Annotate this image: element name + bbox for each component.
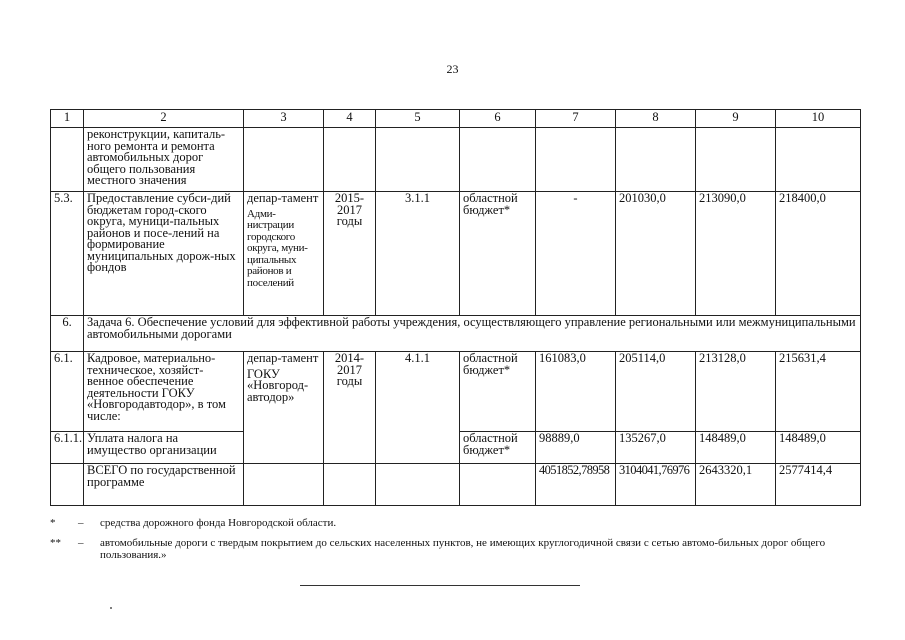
cell-value: 205114,0: [616, 352, 696, 432]
cell-total-value: 2577414,4: [776, 464, 861, 506]
footnote-text: автомобильные дороги с твердым покрытием до сельских населенных пунктов, не имеющих круглогодичной связи с сетью автомо-бильных дорог общего пользования.»: [100, 537, 826, 561]
program-table: [50, 109, 861, 506]
cell-value: 161083,0: [536, 352, 616, 432]
cell-period: 2014-2017 годы: [324, 352, 376, 464]
cell-value: 135267,0: [616, 432, 696, 464]
table-row-task-6: [51, 316, 861, 352]
cell-executor: [244, 352, 324, 464]
cell-source: областной бюджет*: [460, 352, 536, 432]
cell: [244, 464, 324, 506]
table-row-continuation: [51, 128, 861, 192]
cell: [460, 128, 536, 192]
header-cell: 10: [776, 110, 861, 128]
cell-number: 6.: [51, 316, 84, 352]
footnote-dash: –: [78, 517, 84, 529]
cell-number: 5.3.: [51, 192, 84, 316]
executor-org: ГОКУ «Новгород-автодор»: [247, 366, 309, 404]
cell: [696, 128, 776, 192]
cell-source: областной бюджет*: [460, 192, 536, 316]
stray-dot: [110, 607, 112, 609]
cell: [376, 128, 460, 192]
cell: [776, 128, 861, 192]
header-cell: 4: [324, 110, 376, 128]
cell-value: 213128,0: [696, 352, 776, 432]
cell-executor: [244, 192, 324, 316]
cell: [324, 464, 376, 506]
closing-rule: [300, 585, 580, 586]
cell-task: Задача 6. Обеспечение условий для эффективной работы учреждения, осуществляющего управление региональными или межмуниципальными автомобильными дорогами: [84, 316, 861, 352]
cell: [616, 128, 696, 192]
cell: [244, 128, 324, 192]
footnote-text: средства дорожного фонда Новгородской области.: [100, 517, 337, 529]
cell: [536, 128, 616, 192]
footnote-mark: **: [50, 537, 61, 549]
cell-indicator: 4.1.1: [376, 352, 460, 464]
page-number: 23: [446, 62, 459, 76]
executor-line: депар-тамент: [247, 351, 319, 365]
header-cell: 7: [536, 110, 616, 128]
cell: [51, 128, 84, 192]
cell: [324, 128, 376, 192]
cell-period: 2015-2017 годы: [324, 192, 376, 316]
header-cell: 9: [696, 110, 776, 128]
cell-value: 201030,0: [616, 192, 696, 316]
cell-number: 6.1.1.: [51, 432, 84, 464]
cell-source: областной бюджет*: [460, 432, 536, 464]
header-cell: 5: [376, 110, 460, 128]
header-cell: 2: [84, 110, 244, 128]
executor-line: депар-тамент: [247, 191, 319, 205]
footnote-dash: –: [78, 537, 84, 549]
executor-org: Адми-нистрации городского округа, муни-ципальных районов и поселений: [247, 207, 308, 289]
cell-description: реконструкции, капиталь-ного ремонта и ремонта автомобильных дорог общего пользования местного значения: [84, 128, 244, 192]
header-cell: 1: [51, 110, 84, 128]
cell-number: 6.1.: [51, 352, 84, 432]
table-row-6-1: [51, 352, 861, 432]
cell-total-value: 4051852,78958: [536, 464, 616, 506]
cell-value: 148489,0: [776, 432, 861, 464]
table-row-total: [51, 464, 861, 506]
cell-description: Предоставление субси-дий бюджетам город-ского округа, муници-пальных районов и посе-лений на формирование муниципальных дорож-ных фондов: [84, 192, 244, 316]
cell-value: 215631,4: [776, 352, 861, 432]
cell-total-label: ВСЕГО по государственной программе: [84, 464, 244, 506]
cell-description: Уплата налога на имущество организации: [84, 432, 244, 464]
cell-description: Кадровое, материально-техническое, хозяйст-венное обеспечение деятельности ГОКУ «Новгородавтодор», в том числе:: [84, 352, 244, 432]
header-cell: 6: [460, 110, 536, 128]
cell-indicator: 3.1.1: [376, 192, 460, 316]
table-row-5-3: [51, 192, 861, 316]
header-cell: 3: [244, 110, 324, 128]
cell: [376, 464, 460, 506]
cell-total-value: 3104041,76976: [616, 464, 696, 506]
cell-value: -: [536, 192, 616, 316]
cell-value: 218400,0: [776, 192, 861, 316]
cell: [51, 464, 84, 506]
cell: [460, 464, 536, 506]
header-cell: 8: [616, 110, 696, 128]
cell-total-value: 2643320,1: [696, 464, 776, 506]
header-row: [51, 110, 861, 128]
cell-value: 213090,0: [696, 192, 776, 316]
cell-value: 98889,0: [536, 432, 616, 464]
cell-value: 148489,0: [696, 432, 776, 464]
footnote-mark: *: [50, 517, 56, 529]
